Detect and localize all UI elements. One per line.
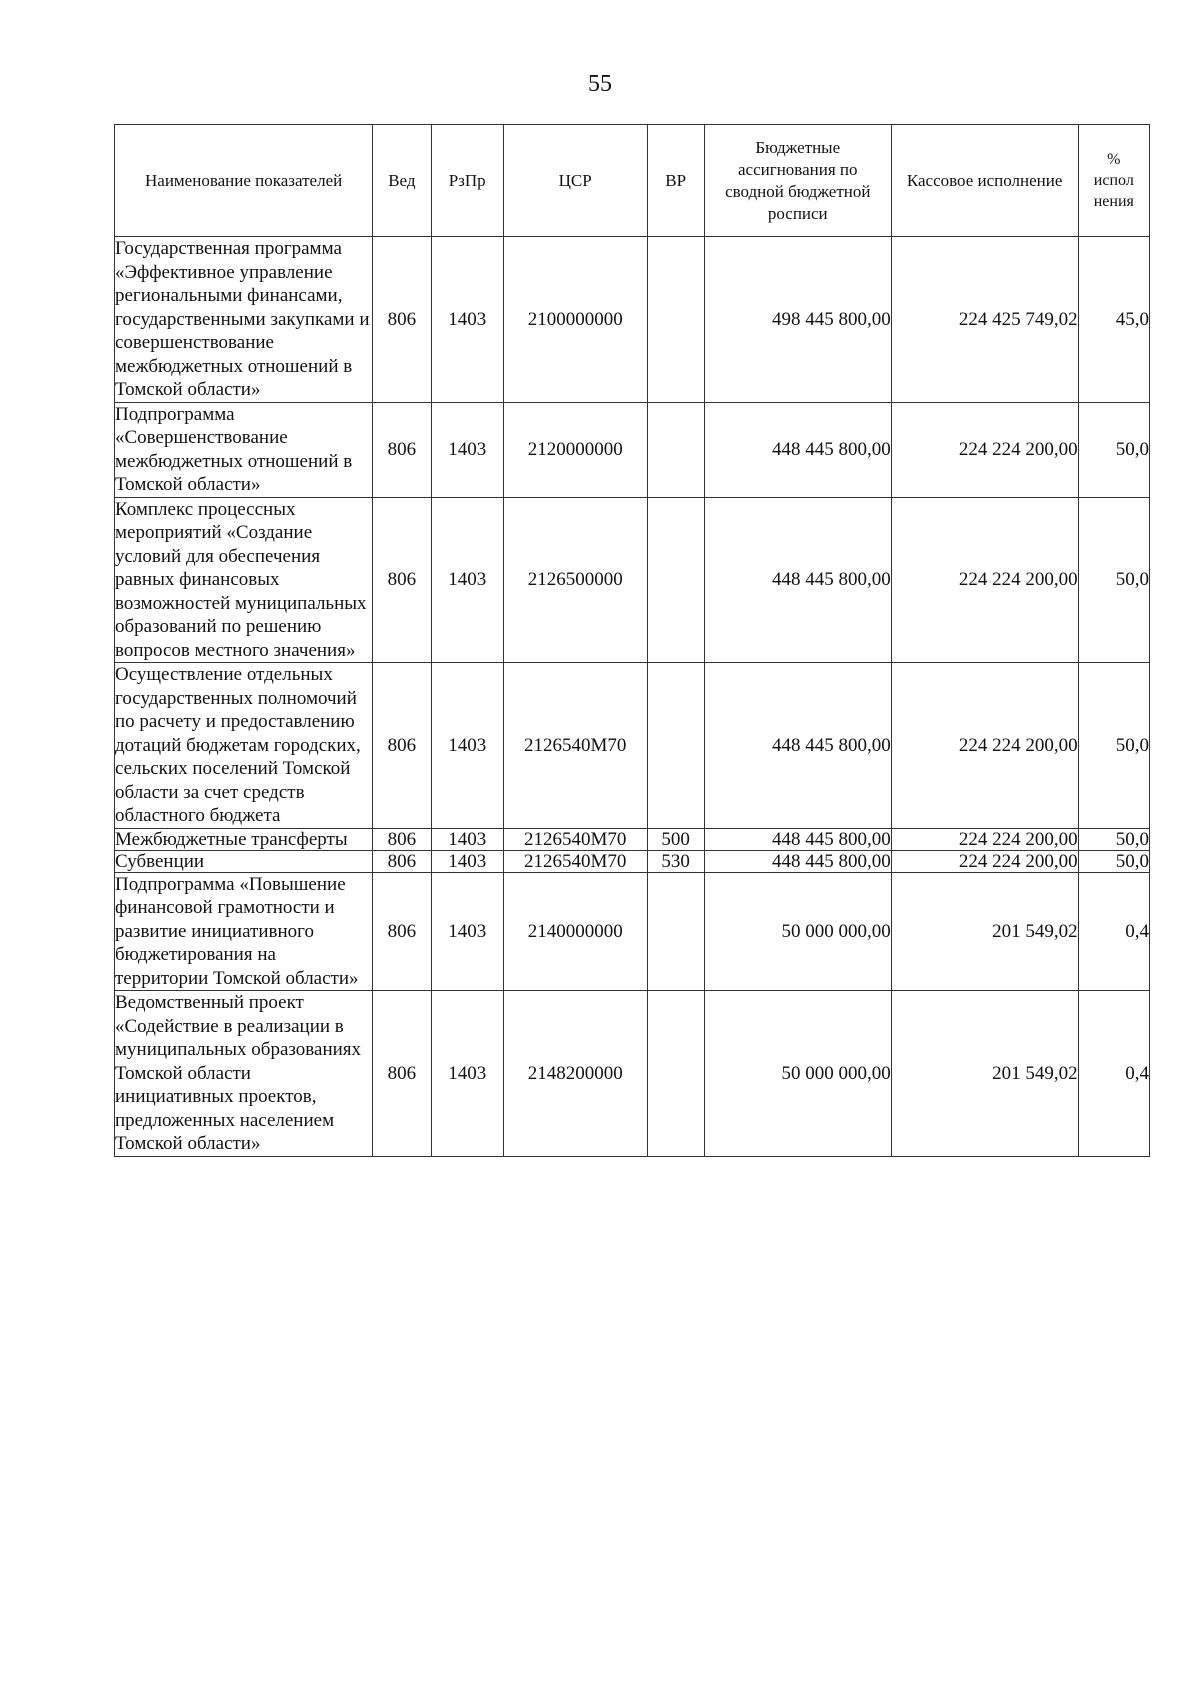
- header-ved: Вед: [373, 125, 431, 237]
- cell-cash: 224 224 200,00: [891, 402, 1078, 497]
- cell-ved: 806: [373, 828, 431, 850]
- header-name: Наименование показателей: [115, 125, 373, 237]
- cell-cash: 224 224 200,00: [891, 850, 1078, 872]
- cell-vr: [647, 237, 704, 403]
- cell-vr: [647, 663, 704, 829]
- table-header-row: [115, 125, 1150, 237]
- cell-cash: 224 224 200,00: [891, 663, 1078, 829]
- cell-vr: 500: [647, 828, 704, 850]
- cell-vr: 530: [647, 850, 704, 872]
- cell-rzpr: 1403: [431, 991, 503, 1157]
- page-number: 55: [588, 71, 612, 97]
- cell-csr: 2126540М70: [503, 828, 647, 850]
- cell-csr: 2148200000: [503, 991, 647, 1157]
- cell-name: Подпрограмма «Повышение финансовой грамотности и развитие инициативного бюджетирования на территории Томской области»: [115, 872, 373, 991]
- table-row: [115, 828, 1150, 850]
- cell-ved: 806: [373, 872, 431, 991]
- cell-csr: 2126540М70: [503, 850, 647, 872]
- cell-budget: 448 445 800,00: [704, 497, 891, 663]
- cell-name: Государственная программа «Эффективное управление региональными финансами, государственными закупками и совершенствование межбюджетных отношений в Томской области»: [115, 237, 373, 403]
- cell-percent: 50,0: [1078, 850, 1149, 872]
- cell-percent: 45,0: [1078, 237, 1149, 403]
- cell-name: Подпрограмма «Совершенствование межбюджетных отношений в Томской области»: [115, 402, 373, 497]
- cell-budget: 448 445 800,00: [704, 663, 891, 829]
- cell-csr: 2126540М70: [503, 663, 647, 829]
- cell-rzpr: 1403: [431, 850, 503, 872]
- table-row: [115, 237, 1150, 403]
- table-row: [115, 872, 1150, 991]
- table-row: [115, 850, 1150, 872]
- cell-rzpr: 1403: [431, 828, 503, 850]
- header-rzpr: РзПр: [431, 125, 503, 237]
- cell-budget: 448 445 800,00: [704, 828, 891, 850]
- cell-cash: 224 224 200,00: [891, 497, 1078, 663]
- table-row: [115, 991, 1150, 1157]
- header-vr: ВР: [647, 125, 704, 237]
- cell-percent: 50,0: [1078, 663, 1149, 829]
- table-row: [115, 402, 1150, 497]
- cell-ved: 806: [373, 497, 431, 663]
- cell-ved: 806: [373, 991, 431, 1157]
- cell-csr: 2100000000: [503, 237, 647, 403]
- cell-rzpr: 1403: [431, 497, 503, 663]
- cell-name: Ведомственный проект «Содействие в реализации в муниципальных образованиях Томской области инициативных проектов, предложенных населением Томской области»: [115, 991, 373, 1157]
- cell-vr: [647, 991, 704, 1157]
- cell-ved: 806: [373, 663, 431, 829]
- cell-name: Межбюджетные трансферты: [115, 828, 373, 850]
- cell-budget: 448 445 800,00: [704, 402, 891, 497]
- cell-budget: 448 445 800,00: [704, 850, 891, 872]
- cell-rzpr: 1403: [431, 663, 503, 829]
- cell-rzpr: 1403: [431, 402, 503, 497]
- cell-ved: 806: [373, 237, 431, 403]
- cell-csr: 2120000000: [503, 402, 647, 497]
- table-row: [115, 663, 1150, 829]
- cell-name: Осуществление отдельных государственных полномочий по расчету и предоставлению дотаций бюджетам городских, сельских поселений Томской области за счет средств областного бюджета: [115, 663, 373, 829]
- cell-vr: [647, 497, 704, 663]
- cell-percent: 50,0: [1078, 497, 1149, 663]
- cell-csr: 2126500000: [503, 497, 647, 663]
- table-row: [115, 497, 1150, 663]
- cell-ved: 806: [373, 402, 431, 497]
- cell-budget: 50 000 000,00: [704, 872, 891, 991]
- cell-cash: 201 549,02: [891, 991, 1078, 1157]
- header-percent-execution: [1078, 125, 1149, 237]
- header-percent-line2: нения: [1093, 193, 1134, 210]
- cell-cash: 201 549,02: [891, 872, 1078, 991]
- cell-budget: 498 445 800,00: [704, 237, 891, 403]
- cell-rzpr: 1403: [431, 872, 503, 991]
- cell-percent: 0,4: [1078, 872, 1149, 991]
- cell-percent: 50,0: [1078, 402, 1149, 497]
- cell-rzpr: 1403: [431, 237, 503, 403]
- cell-csr: 2140000000: [503, 872, 647, 991]
- budget-execution-table: [114, 124, 1150, 1157]
- cell-budget: 50 000 000,00: [704, 991, 891, 1157]
- header-csr: ЦСР: [503, 125, 647, 237]
- header-percent-line1: испол: [1093, 172, 1134, 189]
- cell-vr: [647, 402, 704, 497]
- cell-cash: 224 224 200,00: [891, 828, 1078, 850]
- cell-cash: 224 425 749,02: [891, 237, 1078, 403]
- cell-ved: 806: [373, 850, 431, 872]
- cell-percent: 0,4: [1078, 991, 1149, 1157]
- header-cash-execution: Кассовое исполнение: [891, 125, 1078, 237]
- header-percent-symbol: %: [1107, 151, 1121, 168]
- cell-percent: 50,0: [1078, 828, 1149, 850]
- cell-name: Субвенции: [115, 850, 373, 872]
- cell-name: Комплекс процессных мероприятий «Создание условий для обеспечения равных финансовых возможностей муниципальных образований по решению вопросов местного значения»: [115, 497, 373, 663]
- cell-vr: [647, 872, 704, 991]
- header-budget-allocations: Бюджетные ассигнования по сводной бюджетной росписи: [704, 125, 891, 237]
